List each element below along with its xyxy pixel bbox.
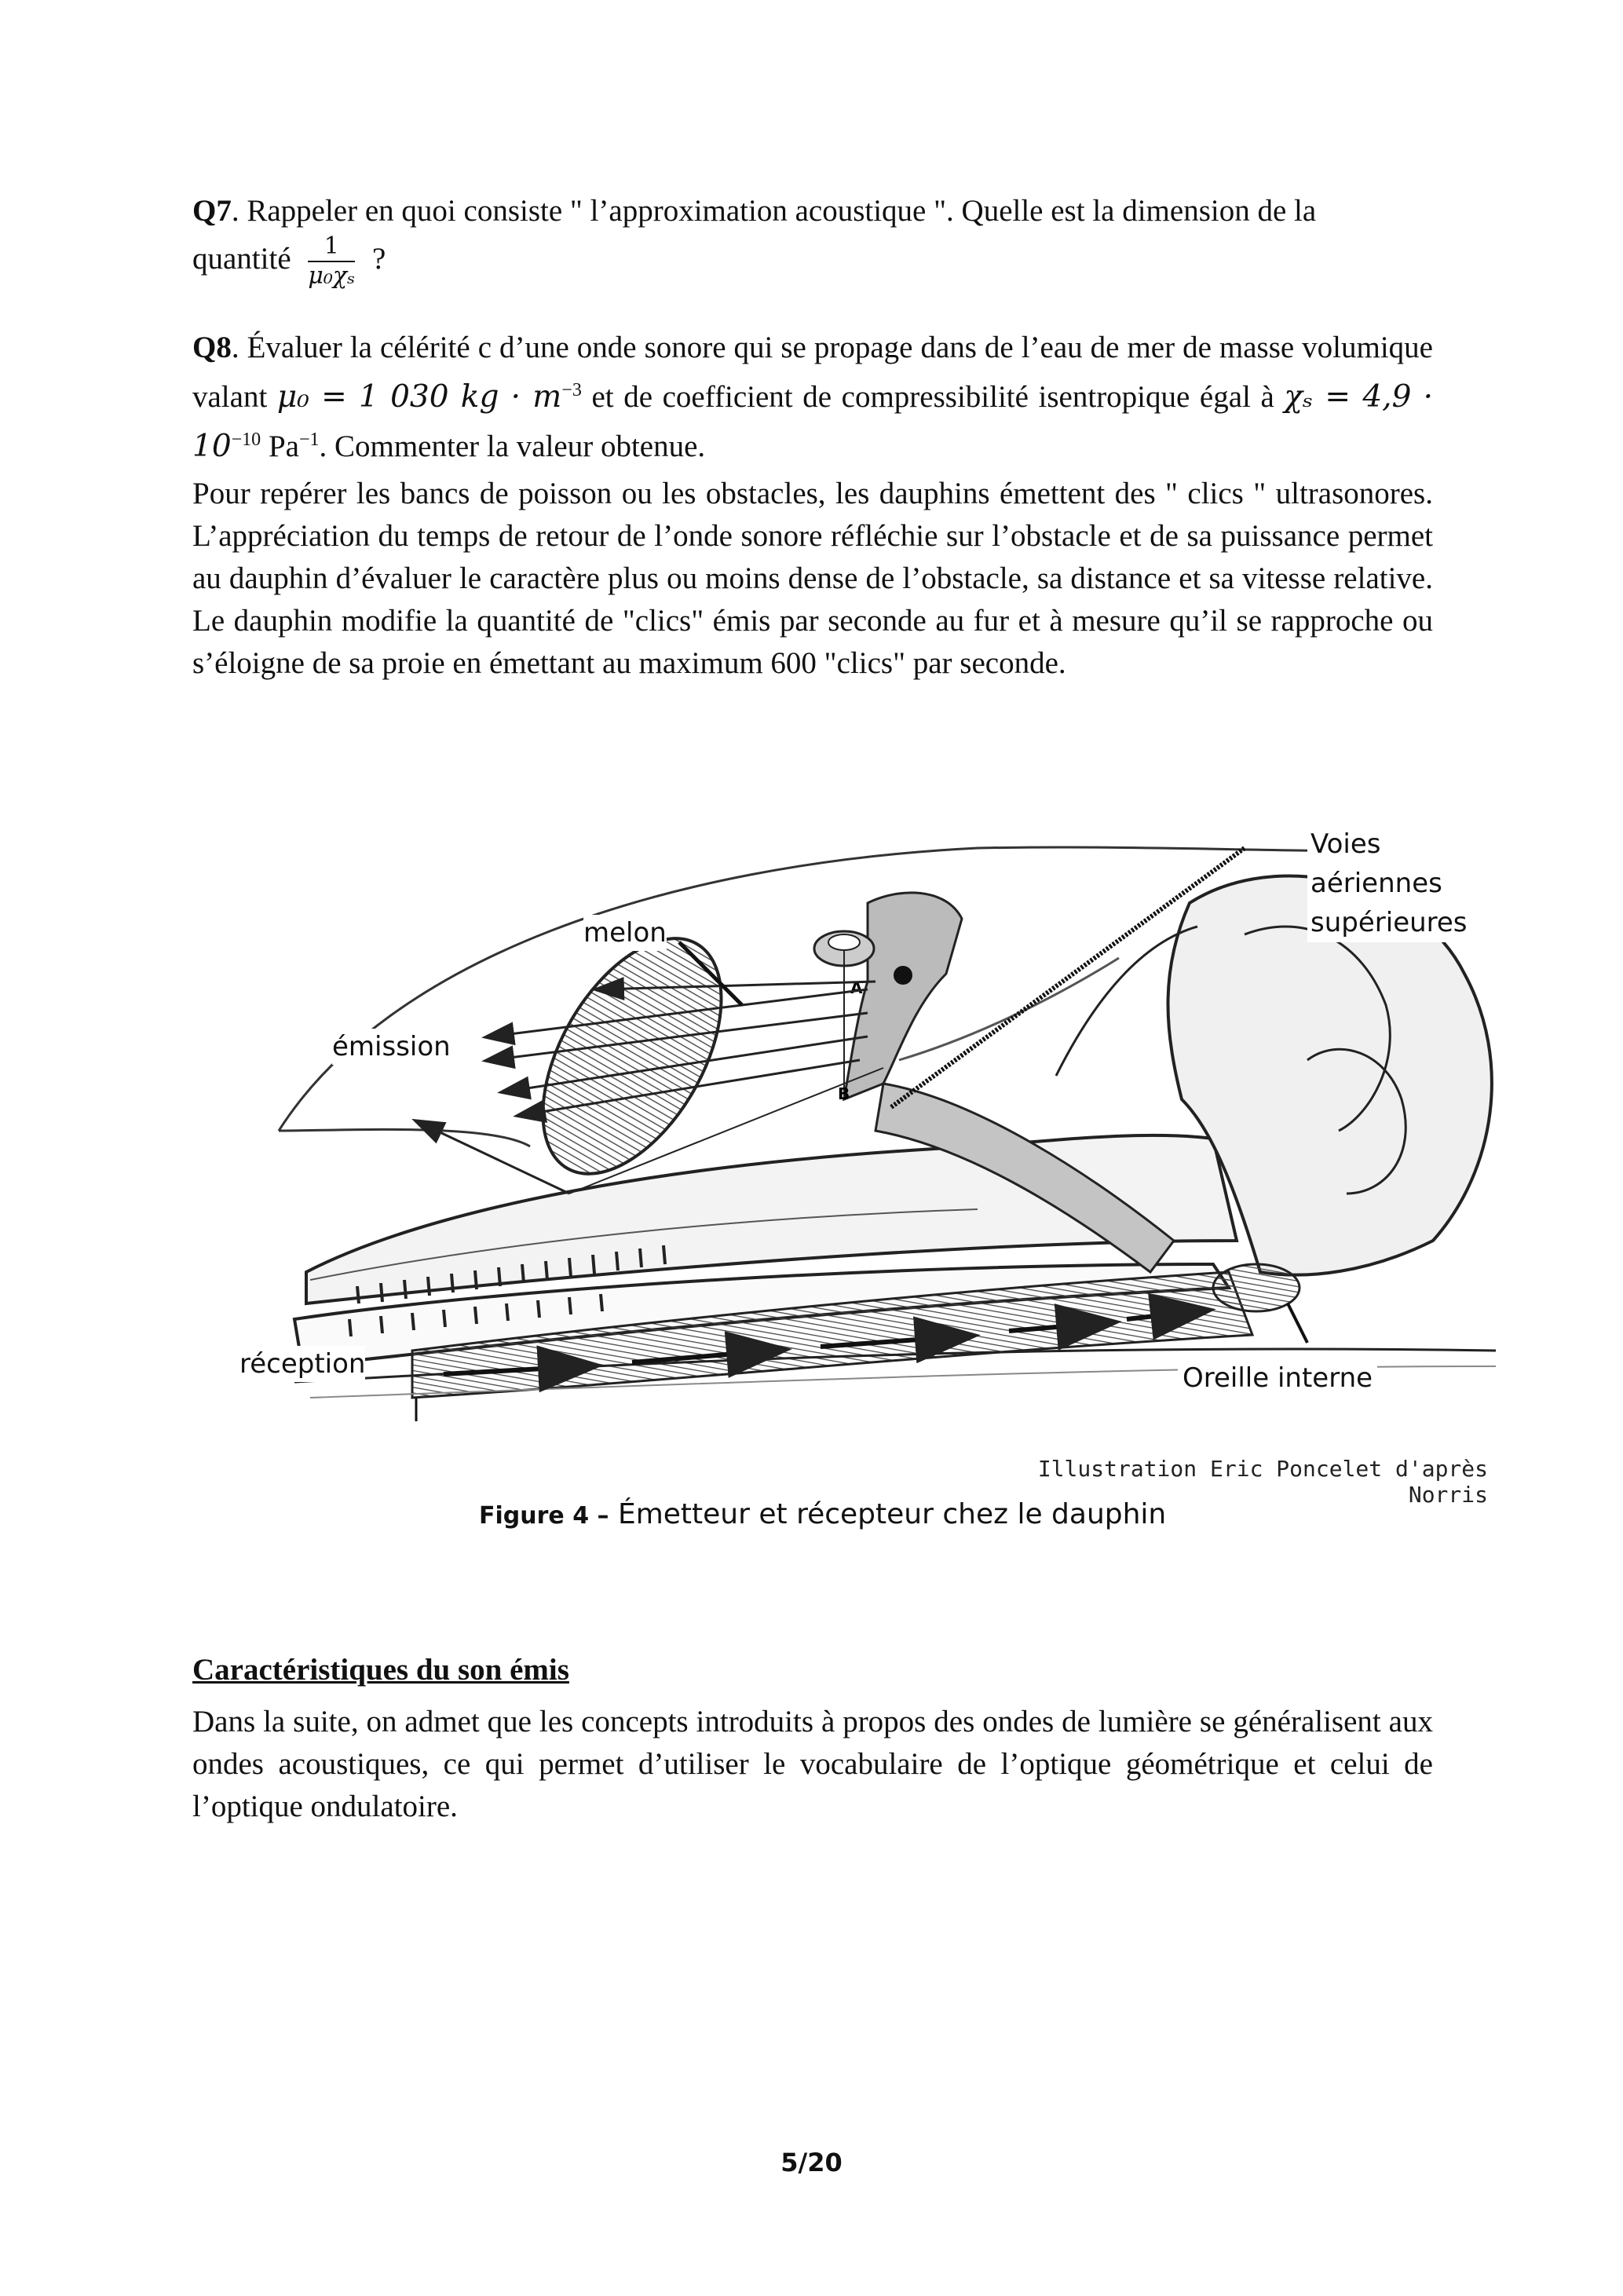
figure-credit: Illustration Eric Poncelet d'après Norris <box>1037 1456 1488 1508</box>
label-oreille-interne: Oreille interne <box>1178 1360 1377 1396</box>
q7-label: Q7 <box>192 194 232 228</box>
section-heading: Caractéristiques du son émis <box>192 1653 569 1687</box>
q8-mu-expression: μ₀ = 1 030 kg · m <box>276 379 562 415</box>
figure-4 <box>192 801 1496 1578</box>
q8-chi-expression: χₛ = 4,9 · 10 <box>192 379 1434 464</box>
question-q7 <box>192 190 1433 291</box>
label-reception: réception <box>239 1346 365 1382</box>
question-q8 <box>192 327 1433 468</box>
label-melon: melon <box>583 915 667 951</box>
q7-text: . Rappeler en quoi consiste " l’approximation acoustique ". Quelle est la dimension de la <box>231 194 1317 228</box>
q7-question-mark: ? <box>371 241 386 276</box>
q7-quantity-prefix: quantité <box>192 241 291 276</box>
figure-caption-text: Émetteur et récepteur chez le dauphin <box>609 1498 1167 1530</box>
label-emission: émission <box>332 1029 451 1065</box>
q8-chi-unit-exponent: −1 <box>298 430 320 450</box>
q7-fraction-denominator: μ₀χₛ <box>308 262 356 290</box>
q8-label: Q8 <box>192 331 232 364</box>
figure-caption-label: Figure 4 – <box>479 1502 609 1530</box>
dolphin-paragraph: Pour repérer les bancs de poisson ou les obstacles, les dauphins émettent des " clics " ultrasonores. L’appréciation du temps de retour de l’onde sonore réfléchie sur l’obstacle et de sa puissance permet au dauphin d’évaluer le caractère plus ou moins dense de l’obstacle, sa distance et sa vitesse relative. Le dauphin modifie la quantité de "clics" émis par seconde au fur et à mesure qu’il se rapproche ou s’éloigne de sa proie en émettant au maximum 600 "clics" par seconde. <box>192 477 1433 680</box>
figure-point-b: B <box>838 1084 850 1103</box>
label-voies-aeriennes <box>1307 824 1471 942</box>
q8-mu-exponent: −3 <box>561 380 582 400</box>
q8-text-a: . Évaluer la célérité c d’une onde sonore qui se propage dans de l’eau de mer de masse volumique valant <box>192 331 1433 414</box>
q8-text-b: et de coefficient de compressibilité isentropique égal à <box>591 380 1274 414</box>
label-voies-line1: Voies <box>1310 828 1381 860</box>
q8-chi-exponent: −10 <box>231 430 261 450</box>
section-text: Dans la suite, on admet que les concepts introduits à propos des ondes de lumière se généralisent aux ondes acoustiques, ce qui permet d’utiliser le vocabulaire de l’optique géométrique et celui de l’optique ondulatoire. <box>192 1705 1433 1823</box>
q8-text-c: . Commenter la valeur obtenue. <box>319 430 706 463</box>
figure-caption <box>479 1498 1166 1530</box>
q7-fraction <box>308 232 355 291</box>
q7-fraction-numerator: 1 <box>308 232 355 262</box>
q8-chi-unit: Pa <box>261 430 299 463</box>
page-number: 5/20 <box>780 2148 843 2177</box>
figure-point-a: A <box>850 978 863 997</box>
label-voies-line3: supérieures <box>1310 907 1468 938</box>
label-voies-line2: aériennes <box>1310 868 1442 899</box>
